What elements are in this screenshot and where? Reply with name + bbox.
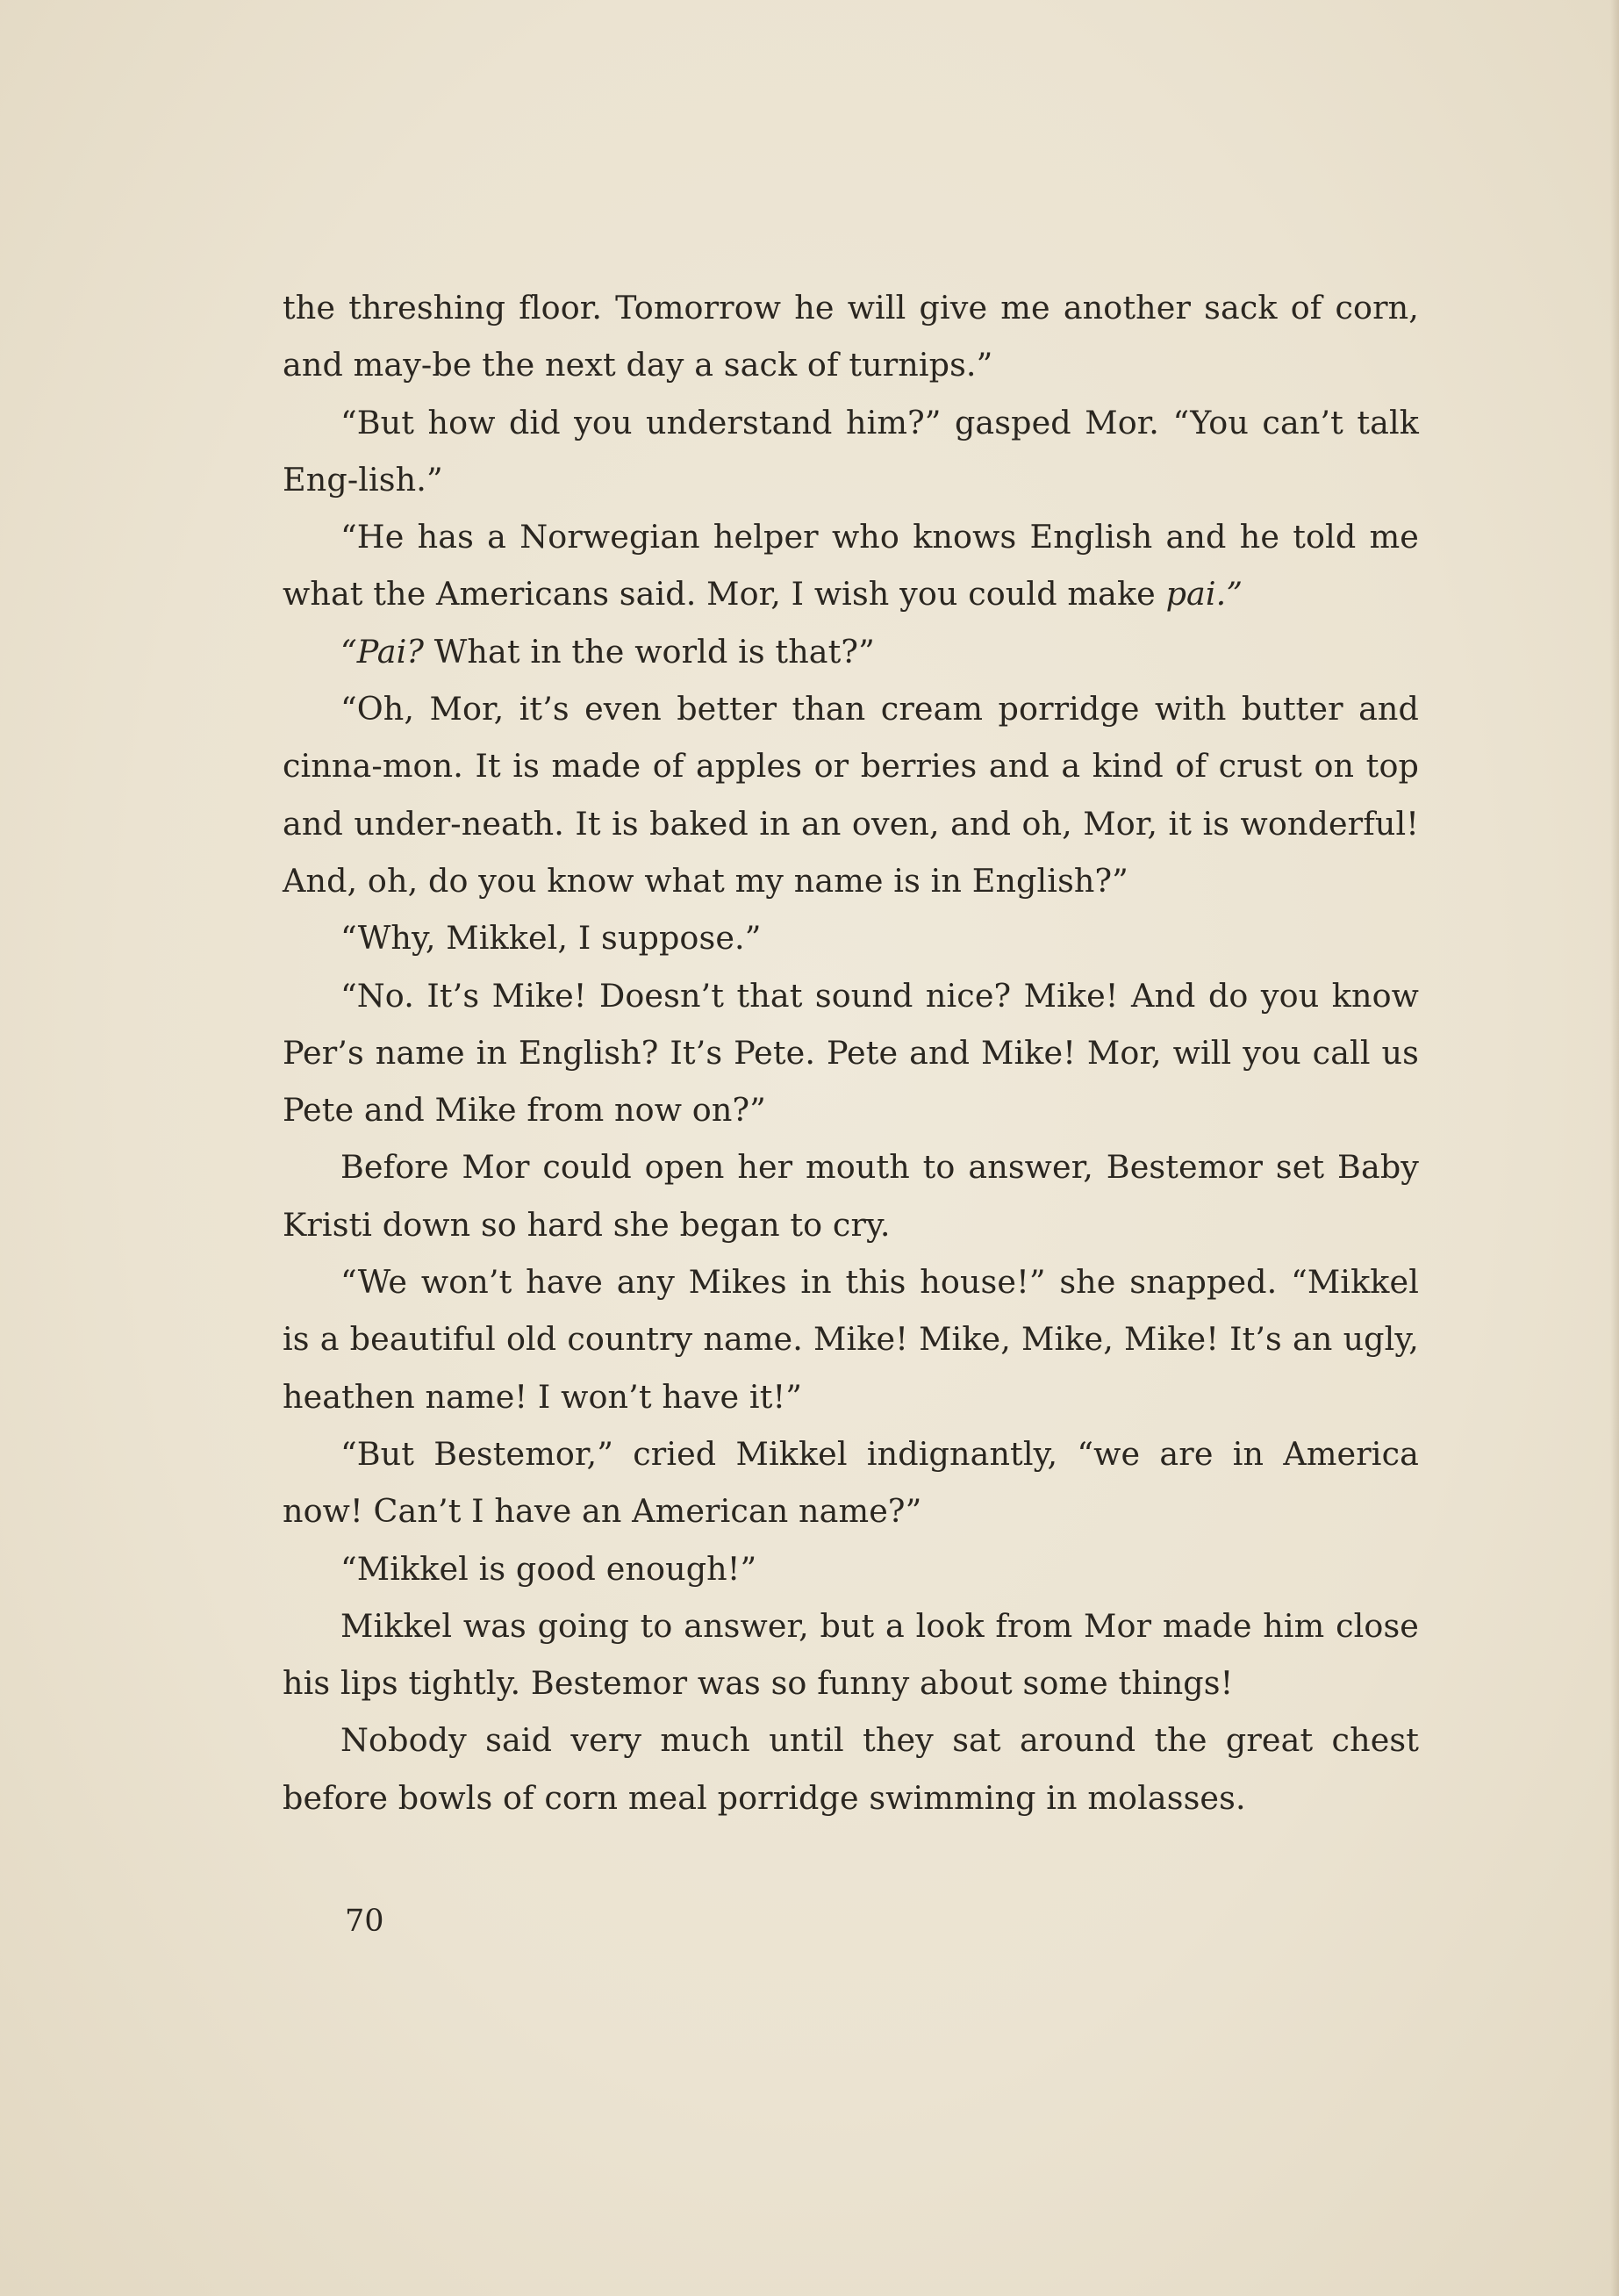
paragraph: “But Bestemor,” cried Mikkel indignantly, “we are in America now! Can’t I have an American name?” xyxy=(283,1434,1419,1531)
body-text xyxy=(283,279,1419,1826)
italic-word: “Pai? xyxy=(340,632,425,671)
paragraph xyxy=(283,623,1419,680)
paragraph: the threshing floor. Tomorrow he will give me another sack of corn, and may-be the next day a sack of turnips.” xyxy=(283,289,1419,384)
italic-word: pai.” xyxy=(1165,575,1243,613)
page-number: 70 xyxy=(345,1904,384,1939)
paragraph: Nobody said very much until they sat around the great chest before bowls of corn meal porridge swimming in molasses. xyxy=(283,1721,1419,1817)
paragraph xyxy=(283,508,1419,623)
paragraph: Before Mor could open her mouth to answer, Bestemor set Baby Kristi down so hard she began to cry. xyxy=(283,1148,1419,1244)
paragraph: “Mikkel is good enough!” xyxy=(340,1549,757,1588)
paragraph-text: What in the world is that?” xyxy=(424,632,875,671)
paragraph: “But how did you understand him?” gasped Mor. “You can’t talk Eng-lish.” xyxy=(283,403,1419,499)
paragraph: “No. It’s Mike! Doesn’t that sound nice? Mike! And do you know Per’s name in English? It’s Pete. Pete and Mike! Mor, will you call us Pete and Mike from now on?” xyxy=(283,976,1419,1130)
paragraph-text: “He has a Norwegian helper who knows English and he told me what the Americans said. Mor, I wish you could make xyxy=(283,518,1419,613)
paragraph: “Why, Mikkel, I suppose.” xyxy=(340,919,762,958)
paragraph: “Oh, Mor, it’s even better than cream porridge with butter and cinna-mon. It is made of apples or berries and a kind of crust on top and under-neath. It is baked in an oven, and oh, Mor, it is wonderful! And, oh, do you know what my name is in English?” xyxy=(283,690,1419,900)
paragraph: “We won’t have any Mikes in this house!” she snapped. “Mikkel is a beautiful old country name. Mike! Mike, Mike, Mike! It’s an ugly, heathen name! I won’t have it!” xyxy=(283,1263,1419,1416)
page-edge-shadow xyxy=(1610,0,1619,2296)
paragraph: Mikkel was going to answer, but a look from Mor made him close his lips tightly. Bestemor was so funny about some things! xyxy=(283,1606,1419,1703)
